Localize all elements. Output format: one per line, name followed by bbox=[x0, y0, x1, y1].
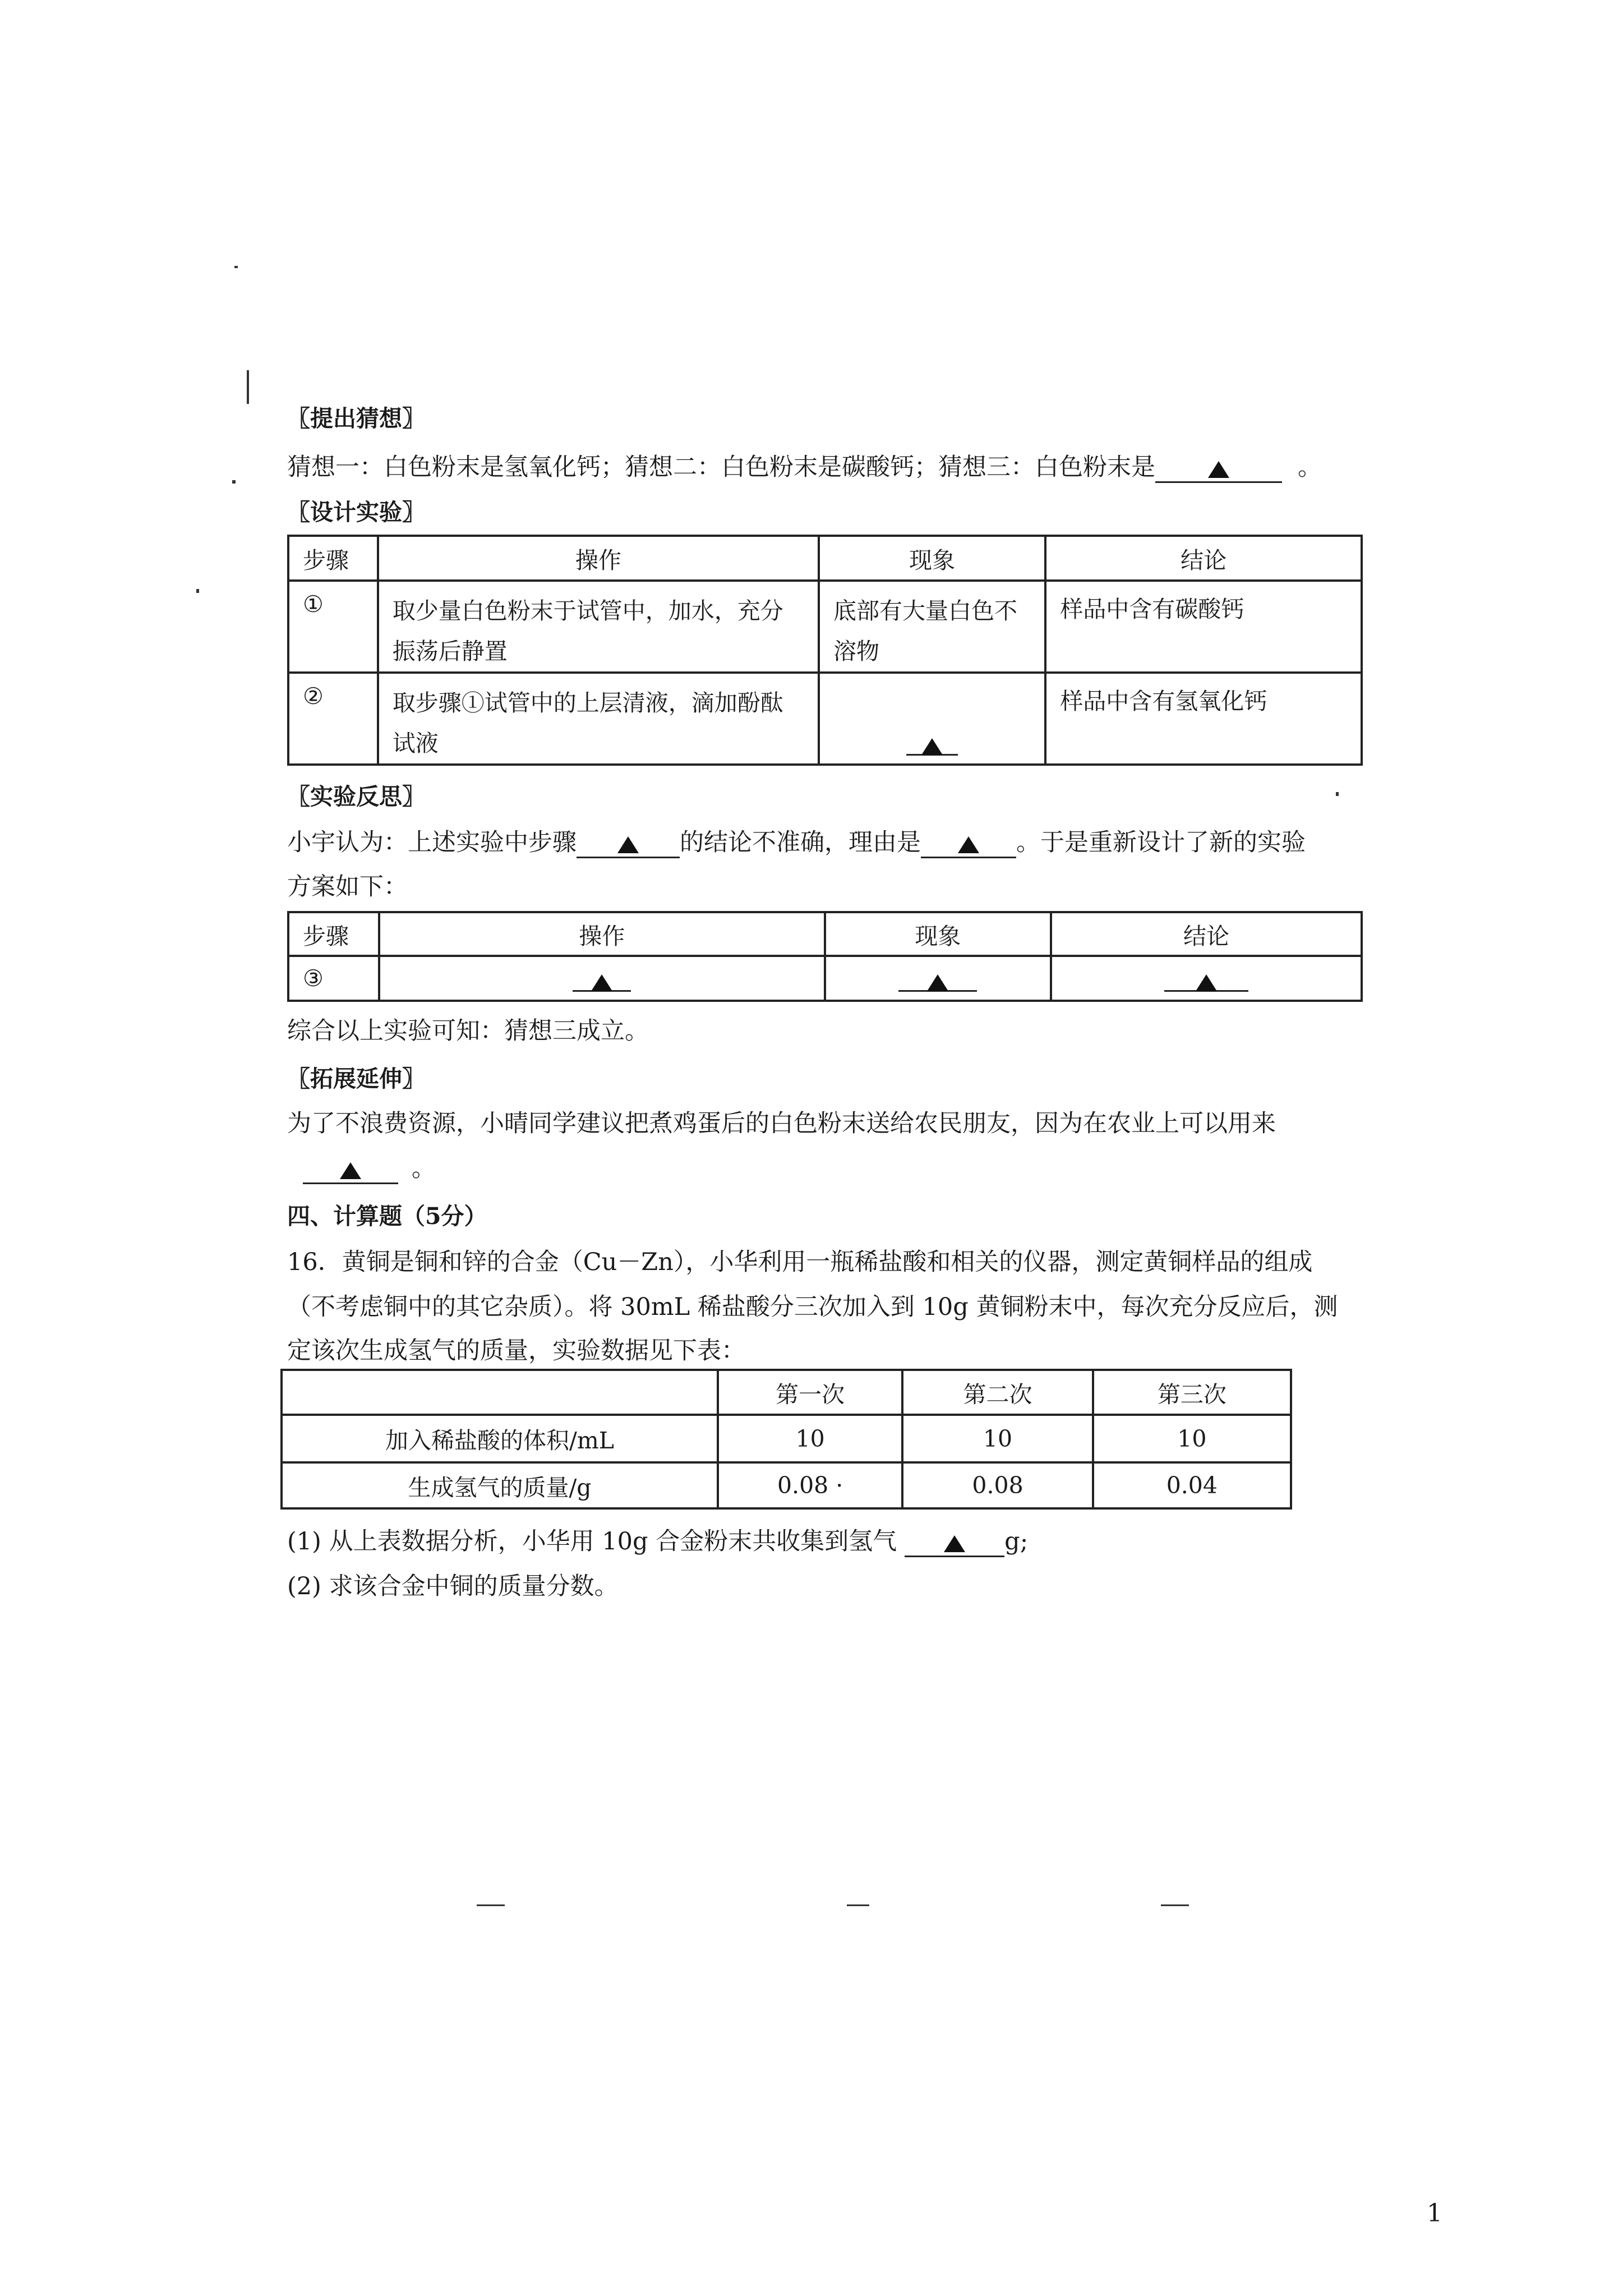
triangle-icon bbox=[1208, 461, 1229, 478]
phenomenon-cell bbox=[825, 956, 1051, 1001]
answer-blank[interactable] bbox=[1164, 967, 1248, 992]
table-header-cell: 操作 bbox=[378, 536, 819, 581]
new-plan-table bbox=[287, 911, 1363, 1002]
page-number: 1 bbox=[1427, 2199, 1442, 2228]
reflection-text: 。于是重新设计了新的实验 bbox=[1016, 829, 1306, 857]
table-header-cell: 现象 bbox=[819, 536, 1045, 581]
table-header-cell: 结论 bbox=[1045, 536, 1362, 581]
step-cell: ② bbox=[288, 673, 378, 765]
scan-speck bbox=[232, 480, 236, 484]
reflection-text: 小宇认为：上述实验中步骤 bbox=[287, 829, 577, 857]
triangle-icon bbox=[921, 738, 943, 755]
triangle-icon bbox=[958, 836, 979, 853]
extension-heading: 〖拓展延伸〗 bbox=[287, 1065, 425, 1092]
value-cell: 10 bbox=[718, 1415, 902, 1462]
scan-speck bbox=[1336, 792, 1339, 796]
table-header-cell: 现象 bbox=[825, 912, 1051, 956]
value-cell: 0.08 · bbox=[718, 1462, 902, 1508]
triangle-icon bbox=[591, 974, 612, 991]
table-row bbox=[282, 1415, 1291, 1462]
value-cell: 0.08 bbox=[902, 1462, 1092, 1508]
table-header-cell: 操作 bbox=[379, 912, 825, 956]
operation-cell: 取少量白色粉末于试管中，加水，充分振荡后静置 bbox=[378, 581, 819, 673]
scan-speck bbox=[1161, 1904, 1189, 1906]
table-header-cell: 步骤 bbox=[288, 536, 378, 581]
answer-blank[interactable] bbox=[905, 1527, 1004, 1557]
value-cell: 10 bbox=[902, 1415, 1092, 1462]
reflection-line-2: 方案如下： bbox=[287, 873, 408, 901]
sub-question-1 bbox=[287, 1526, 1028, 1557]
answer-blank[interactable] bbox=[906, 730, 958, 756]
table-row bbox=[288, 581, 1362, 673]
hypothesis-heading: 〖提出猜想〗 bbox=[287, 405, 425, 432]
phenomenon-cell bbox=[819, 673, 1045, 765]
hypothesis-text: 猜想一：白色粉末是氢氧化钙；猜想二：白色粉末是碳酸钙；猜想三：白色粉末是 bbox=[287, 453, 1155, 481]
operation-cell bbox=[379, 956, 825, 1001]
sub-question-text: (1) 从上表数据分析，小华用 10g 合金粉末共收集到氢气 bbox=[287, 1527, 897, 1556]
reflection-line-1 bbox=[287, 827, 1306, 858]
extension-line: 为了不浪费资源，小晴同学建议把煮鸡蛋后的白色粉末送给农民朋友，因为在农业上可以用来 bbox=[287, 1110, 1276, 1138]
answer-blank[interactable] bbox=[577, 829, 680, 858]
table-header-row bbox=[288, 912, 1362, 956]
sub-question-2: (2) 求该合金中铜的质量分数。 bbox=[287, 1572, 619, 1600]
triangle-icon bbox=[340, 1162, 361, 1179]
triangle-icon bbox=[944, 1535, 965, 1552]
value-cell: 10 bbox=[1093, 1415, 1291, 1462]
table-header-cell: 第三次 bbox=[1093, 1370, 1291, 1415]
table-header-cell bbox=[282, 1370, 718, 1415]
data-table bbox=[280, 1369, 1292, 1510]
triangle-icon bbox=[927, 974, 948, 991]
answer-blank[interactable] bbox=[898, 967, 977, 992]
triangle-icon bbox=[1196, 974, 1217, 991]
scan-speck bbox=[477, 1904, 505, 1906]
table-header-row bbox=[288, 536, 1362, 581]
scan-speck bbox=[234, 266, 238, 268]
extension-line-2 bbox=[303, 1153, 436, 1184]
answer-blank[interactable] bbox=[1155, 453, 1282, 483]
scan-speck bbox=[247, 370, 249, 404]
triangle-icon bbox=[617, 836, 639, 853]
table-header-cell: 结论 bbox=[1051, 912, 1362, 956]
table-header-cell: 第一次 bbox=[718, 1370, 902, 1415]
question-16-line-2: （不考虑铜中的其它杂质）。将 30mL 稀盐酸分三次加入到 10g 黄铜粉末中，每次充分反应后，测 bbox=[287, 1293, 1338, 1321]
conclusion-cell bbox=[1051, 956, 1362, 1001]
operation-cell: 取步骤①试管中的上层清液，滴加酚酞试液 bbox=[378, 673, 819, 765]
table-row bbox=[288, 673, 1362, 765]
design-heading: 〖设计实验〗 bbox=[287, 499, 425, 526]
table-header-row bbox=[282, 1370, 1291, 1415]
reflection-text: 的结论不准确，理由是 bbox=[680, 829, 921, 857]
conclusion-line: 综合以上实验可知：猜想三成立。 bbox=[287, 1017, 649, 1045]
table-header-cell: 第二次 bbox=[902, 1370, 1092, 1415]
answer-blank[interactable] bbox=[573, 967, 631, 992]
row-label-cell: 加入稀盐酸的体积/mL bbox=[282, 1415, 718, 1462]
hypothesis-line bbox=[287, 452, 1322, 483]
question-16-line-3: 定该次生成氢气的质量，实验数据见下表： bbox=[287, 1337, 745, 1365]
scan-speck bbox=[847, 1904, 869, 1906]
scan-speck bbox=[196, 589, 199, 593]
table-header-cell: 步骤 bbox=[288, 912, 379, 956]
extension-end: 。 bbox=[412, 1154, 436, 1182]
question-16-line-1: 16．黄铜是铜和锌的合金（Cu－Zn），小华利用一瓶稀盐酸和相关的仪器，测定黄铜样品的组成 bbox=[287, 1248, 1313, 1276]
sub-question-unit: g; bbox=[1004, 1527, 1029, 1556]
reflection-heading: 〖实验反思〗 bbox=[287, 783, 425, 810]
phenomenon-cell: 底部有大量白色不溶物 bbox=[819, 581, 1045, 673]
conclusion-cell: 样品中含有氢氧化钙 bbox=[1045, 673, 1362, 765]
step-cell: ③ bbox=[288, 956, 379, 1001]
row-label-cell: 生成氢气的质量/g bbox=[282, 1462, 718, 1508]
conclusion-cell: 样品中含有碳酸钙 bbox=[1045, 581, 1362, 673]
step-cell: ① bbox=[288, 581, 378, 673]
value-cell: 0.04 bbox=[1093, 1462, 1291, 1508]
hypothesis-end: 。 bbox=[1298, 453, 1322, 481]
table-row bbox=[288, 956, 1362, 1001]
calculation-heading: 四、计算题（5分） bbox=[287, 1203, 487, 1230]
answer-blank[interactable] bbox=[303, 1154, 398, 1184]
answer-blank[interactable] bbox=[921, 829, 1016, 858]
experiment-table bbox=[287, 535, 1363, 766]
table-row bbox=[282, 1462, 1291, 1508]
